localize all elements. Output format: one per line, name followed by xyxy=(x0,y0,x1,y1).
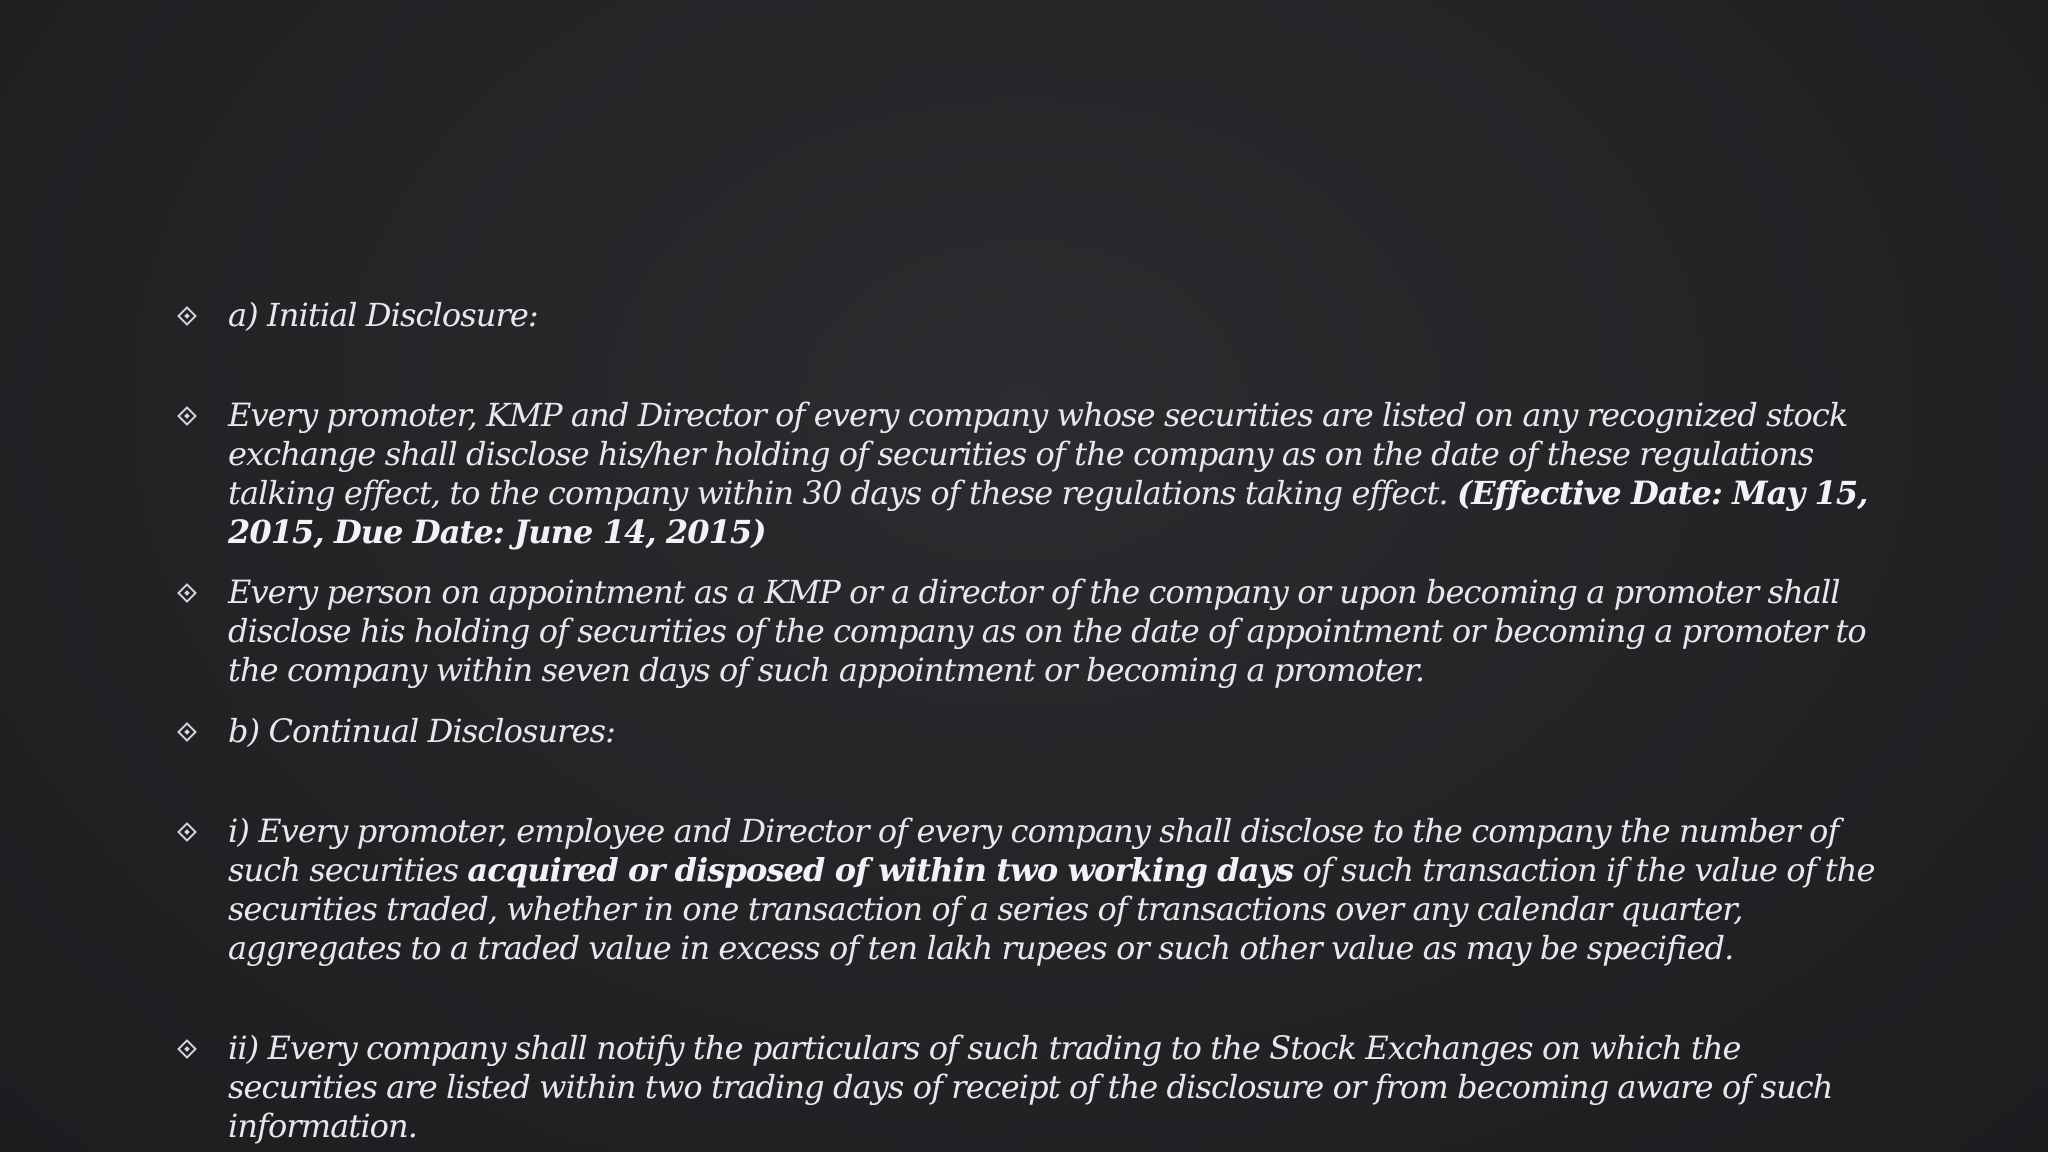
diamond-bullet-icon xyxy=(177,306,197,326)
company-notification-text: ii) Every company shall notify the particulars of such trading to the Stock Exchanges on which the securities are listed within two trading days of receipt of the disclosure or from becoming aware of such information. xyxy=(228,1029,1833,1145)
heading-continual-disclosures: b) Continual Disclosures: xyxy=(228,712,616,750)
promoter-holding-text: Every promoter, KMP and Director of every company whose securities are listed on any recognized stock exchange shall disclose his/her holding of securities of the company as on the date of these regulations talking effect, to the company within 30 days of these regulations taking effect. xyxy=(228,396,1848,512)
bullet-trading-disclosure xyxy=(176,812,1876,968)
bullet-promoter-holding xyxy=(176,396,1876,552)
diamond-bullet-icon xyxy=(177,406,197,426)
diamond-bullet-icon xyxy=(177,722,197,742)
bullet-company-notification xyxy=(176,1029,1876,1146)
trading-disclosure-after: of such transaction if the value of the securities traded, whether in one transaction of a series of transactions over any calendar quarter, aggregates to a traded value in excess of ten lakh rupees or such other value as may be specified. xyxy=(228,851,1875,967)
diamond-bullet-icon xyxy=(177,583,197,603)
bullet-appointment-disclosure xyxy=(176,573,1876,690)
heading-initial-disclosure: a) Initial Disclosure: xyxy=(228,296,538,334)
bullet-list xyxy=(176,296,1876,1146)
trading-disclosure-before: i) Every promoter, employee and Director of every company shall disclose to the company the number of such securities xyxy=(228,812,1839,889)
appointment-disclosure-text: Every person on appointment as a KMP or a director of the company or upon becoming a promoter shall disclose his holding of securities of the company as on the date of appointment or becoming a promoter to the company within seven days of such appointment or becoming a promoter. xyxy=(228,573,1866,689)
diamond-bullet-icon xyxy=(177,1039,197,1059)
bullet-initial-disclosure xyxy=(176,296,1876,335)
bullet-continual-disclosures xyxy=(176,712,1876,751)
diamond-bullet-icon xyxy=(177,822,197,842)
effective-due-date: (Effective Date: May 15, 2015, Due Date: June 14, 2015) xyxy=(228,474,1868,551)
trading-disclosure-emphasis: acquired or disposed of within two working days xyxy=(467,851,1294,889)
